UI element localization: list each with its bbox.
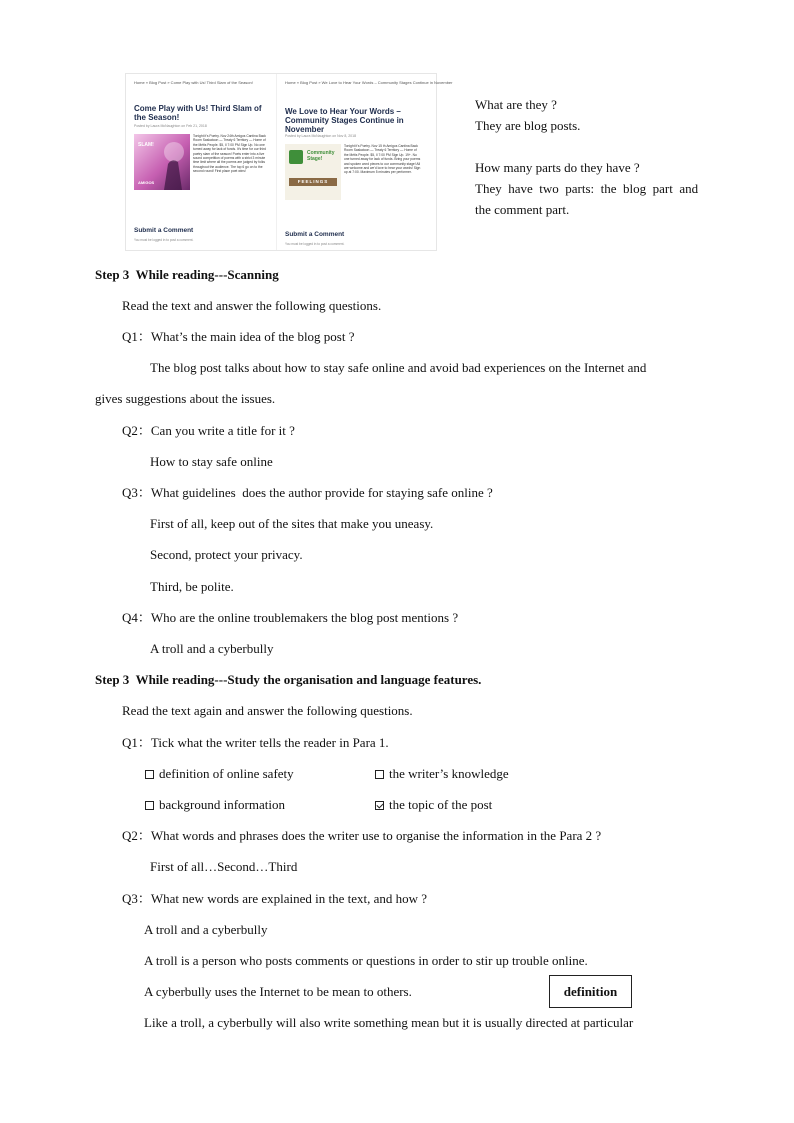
svg-text:AMIGOS: AMIGOS	[138, 180, 155, 185]
scan-question-3: Q3：What guidelines does the author provide for staying safe online ?	[122, 485, 493, 500]
scan-answer-3-first: First of all, keep out of the sites that make you uneasy.	[150, 516, 434, 531]
checkbox-unchecked[interactable]	[145, 801, 154, 810]
post-meta: Posted by Laura McNaughton on Feb 21, 2018	[134, 124, 207, 128]
post-title: Come Play with Us! Third Slam of the Season!	[134, 104, 262, 122]
option-writers-knowledge[interactable]	[375, 766, 509, 782]
checkbox-checked[interactable]	[375, 801, 384, 810]
scanning-instruction: Read the text and answer the following questions.	[122, 298, 382, 313]
blog-posts-figure	[125, 73, 453, 251]
org-question-2: Q2：What words and phrases does the writer use to organise the information in the Para 2 ?	[122, 828, 602, 843]
scan-answer-3-third: Third, be polite.	[150, 579, 234, 594]
submit-comment-heading: Submit a Comment	[285, 231, 345, 238]
org-answer-3-terms: A troll and a cyberbully	[144, 922, 268, 937]
post-meta: Posted by Laura McNaughton on Nov 8, 2018	[285, 134, 357, 138]
scan-question-4: Q4：Who are the online troublemakers the blog post mentions ?	[122, 610, 459, 625]
poster-badge-icon	[289, 150, 303, 164]
post-body: Tonight it's Poetry. Nov 24th Amigos Cantina Back Room Saskatoon — Treaty 6 Territory — Home of the Métis People. $5, Il 7:00 PM Sign Up. No one turned away for lack of funds. It's time for our third poetry slam of the season! Poets enter into a live sound competition of poems with a strict 3 minute time limit where all the poems are judged by folks throughout the audience. The top 6 go on to the second round! First place poet wins!	[193, 134, 267, 174]
scan-answer-4: A troll and a cyberbully	[150, 641, 274, 656]
organisation-instruction: Read the text again and answer the following questions.	[122, 703, 413, 718]
submit-comment-heading: Submit a Comment	[134, 227, 194, 234]
org-answer-2: First of all…Second…Third	[150, 859, 298, 874]
option-topic-of-post[interactable]	[375, 797, 492, 813]
comment-login-note[interactable]: You must be logged in to post a comment.	[285, 242, 345, 246]
scan-answer-2: How to stay safe online	[150, 454, 273, 469]
scan-question-1: Q1：What’s the main idea of the blog post ?	[122, 329, 355, 344]
side-answer-2-line-2: the comment part.	[475, 202, 570, 217]
scan-question-2: Q2：Can you write a title for it ?	[122, 423, 295, 438]
org-answer-3-troll-definition: A troll is a person who posts comments or questions in order to stir up trouble online.	[144, 953, 588, 968]
option-definition-online-safety[interactable]	[145, 766, 294, 782]
svg-text:SLAM!: SLAM!	[138, 142, 154, 148]
side-answer-2-line-1: They have two parts: the blog part and	[475, 181, 699, 196]
comment-login-note[interactable]: You must be logged in to post a comment.	[134, 238, 194, 242]
slam-poster-image	[134, 134, 190, 190]
org-question-1: Q1：Tick what the writer tells the reader in Para 1.	[122, 735, 389, 750]
org-question-3: Q3：What new words are explained in the text, and how ?	[122, 891, 428, 906]
scanning-heading: Step 3 While reading---Scanning	[95, 267, 279, 282]
organisation-heading: Step 3 While reading---Study the organisation and language features.	[95, 672, 482, 687]
side-question-1: What are they ?	[475, 97, 557, 112]
option-background-information[interactable]	[145, 797, 285, 813]
post-body: Tonight it's Poetry. Nov 15 th Amigos Cantina Back Room Saskatoon — Treaty 6 Territory — Home of the Métis People. $5, Il 7:00 PM Sign Up. 19+. No one turned away for lack of funds. Bring your poems and spoken word pieces to our community stage! All are welcome and we'd love to hear your words! Sign up at 7:00. Maximum 5 minutes per performer.	[344, 144, 421, 175]
org-answer-3-comparison: Like a troll, a cyberbully will also write something mean but it is usually directed at particular	[144, 1015, 634, 1030]
post-title: We Love to Hear Your Words – Community Stages Continue in November	[285, 107, 404, 134]
org-answer-3-cyberbully-definition: A cyberbully uses the Internet to be mean to others.	[144, 984, 412, 999]
option-label: background information	[159, 797, 285, 812]
scan-answer-3-second: Second, protect your privacy.	[150, 547, 303, 562]
definition-label-box: definition	[549, 975, 632, 1008]
checkbox-unchecked[interactable]	[145, 770, 154, 779]
side-question-2: How many parts do they have ?	[475, 160, 640, 175]
option-label: the writer’s knowledge	[389, 766, 509, 781]
blog-post-1	[126, 74, 276, 250]
poster-tiles: FEELINGS	[289, 178, 337, 186]
breadcrumb: Home » Blog Post » Come Play with Us! Third Slam of the Season!	[134, 80, 253, 85]
poster-heading: Community Stage!	[307, 150, 335, 162]
scan-answer-1-line-2: gives suggestions about the issues.	[95, 391, 276, 406]
breadcrumb: Home » Blog Post » We Love to Hear Your Words – Community Stages Continue in November	[285, 80, 453, 85]
community-stage-poster-image	[285, 144, 341, 200]
blog-post-2	[276, 74, 453, 250]
checkbox-unchecked[interactable]	[375, 770, 384, 779]
option-label: definition of online safety	[159, 766, 294, 781]
scan-answer-1-line-1: The blog post talks about how to stay safe online and avoid bad experiences on the Internet and	[150, 360, 647, 375]
side-answer-1: They are blog posts.	[475, 118, 581, 133]
option-label: the topic of the post	[389, 797, 493, 812]
